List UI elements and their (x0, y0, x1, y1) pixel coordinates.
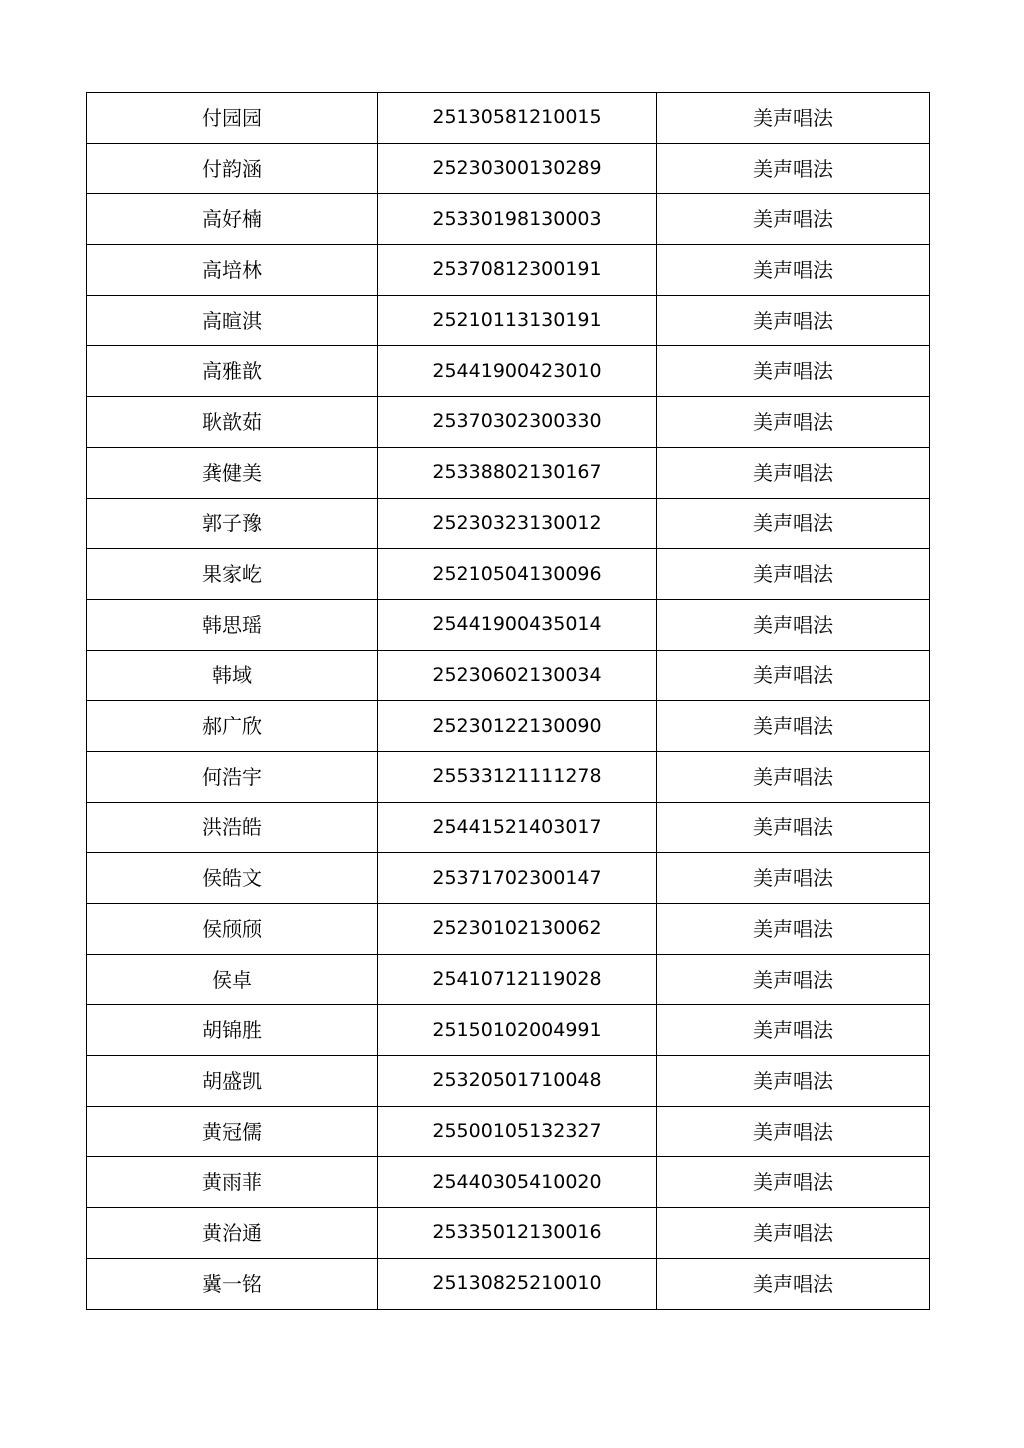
candidate-major: 美声唱法 (657, 194, 930, 245)
candidate-id: 25441900423010 (378, 346, 657, 397)
candidate-id: 25230102130062 (378, 904, 657, 955)
candidate-major: 美声唱法 (657, 954, 930, 1005)
candidate-id: 25150102004991 (378, 1005, 657, 1056)
table-row (87, 751, 930, 802)
candidate-id: 25210504130096 (378, 549, 657, 600)
candidate-name: 耿歆茹 (87, 397, 378, 448)
table-row (87, 1056, 930, 1107)
candidate-id: 25533121111278 (378, 751, 657, 802)
candidate-id: 25338802130167 (378, 447, 657, 498)
candidate-name: 龚健美 (87, 447, 378, 498)
table-row (87, 599, 930, 650)
table-row (87, 650, 930, 701)
candidate-id: 25320501710048 (378, 1056, 657, 1107)
candidate-major: 美声唱法 (657, 143, 930, 194)
candidate-name: 高好楠 (87, 194, 378, 245)
candidate-name: 高雅歆 (87, 346, 378, 397)
candidate-major: 美声唱法 (657, 245, 930, 296)
candidate-major: 美声唱法 (657, 1157, 930, 1208)
candidate-name: 郝广欣 (87, 701, 378, 752)
candidate-id: 25440305410020 (378, 1157, 657, 1208)
candidate-name: 何浩宇 (87, 751, 378, 802)
candidate-major: 美声唱法 (657, 549, 930, 600)
candidate-id: 25410712119028 (378, 954, 657, 1005)
candidate-id: 25130825210010 (378, 1258, 657, 1309)
candidate-name: 韩思瑶 (87, 599, 378, 650)
table-row (87, 143, 930, 194)
candidate-id: 25230300130289 (378, 143, 657, 194)
candidate-id: 25371702300147 (378, 853, 657, 904)
candidate-major: 美声唱法 (657, 650, 930, 701)
candidate-major: 美声唱法 (657, 1056, 930, 1107)
candidate-name: 郭子豫 (87, 498, 378, 549)
candidate-table-body (87, 93, 930, 1310)
candidate-major: 美声唱法 (657, 447, 930, 498)
candidate-major: 美声唱法 (657, 701, 930, 752)
candidate-id: 25441521403017 (378, 802, 657, 853)
candidate-major: 美声唱法 (657, 346, 930, 397)
candidate-major: 美声唱法 (657, 599, 930, 650)
candidate-name: 黄雨菲 (87, 1157, 378, 1208)
candidate-id: 25130581210015 (378, 93, 657, 144)
candidate-id: 25441900435014 (378, 599, 657, 650)
table-row (87, 245, 930, 296)
candidate-major: 美声唱法 (657, 1106, 930, 1157)
table-row (87, 853, 930, 904)
candidate-id: 25230323130012 (378, 498, 657, 549)
candidate-name: 胡盛凯 (87, 1056, 378, 1107)
candidate-name: 黄治通 (87, 1208, 378, 1259)
candidate-major: 美声唱法 (657, 498, 930, 549)
candidate-major: 美声唱法 (657, 1258, 930, 1309)
candidate-name: 高暄淇 (87, 295, 378, 346)
candidate-major: 美声唱法 (657, 751, 930, 802)
candidate-table (86, 92, 930, 1310)
candidate-major: 美声唱法 (657, 1208, 930, 1259)
candidate-name: 侯皓文 (87, 853, 378, 904)
table-row (87, 1208, 930, 1259)
candidate-id: 25370812300191 (378, 245, 657, 296)
candidate-id: 25230122130090 (378, 701, 657, 752)
table-row (87, 397, 930, 448)
table-row (87, 701, 930, 752)
candidate-id: 25335012130016 (378, 1208, 657, 1259)
candidate-name: 洪浩皓 (87, 802, 378, 853)
table-row (87, 194, 930, 245)
candidate-major: 美声唱法 (657, 295, 930, 346)
candidate-major: 美声唱法 (657, 853, 930, 904)
candidate-major: 美声唱法 (657, 397, 930, 448)
candidate-id: 25500105132327 (378, 1106, 657, 1157)
candidate-name: 高培林 (87, 245, 378, 296)
candidate-name: 黄冠儒 (87, 1106, 378, 1157)
candidate-name: 付韵涵 (87, 143, 378, 194)
table-row (87, 549, 930, 600)
candidate-id: 25370302300330 (378, 397, 657, 448)
table-row (87, 802, 930, 853)
candidate-major: 美声唱法 (657, 904, 930, 955)
candidate-name: 冀一铭 (87, 1258, 378, 1309)
table-row (87, 346, 930, 397)
table-row (87, 1106, 930, 1157)
candidate-major: 美声唱法 (657, 802, 930, 853)
candidate-name: 侯颀颀 (87, 904, 378, 955)
candidate-name: 侯卓 (87, 954, 378, 1005)
table-row (87, 1258, 930, 1309)
table-row (87, 447, 930, 498)
candidate-name: 韩域 (87, 650, 378, 701)
table-row (87, 498, 930, 549)
candidate-major: 美声唱法 (657, 1005, 930, 1056)
candidate-name: 胡锦胜 (87, 1005, 378, 1056)
candidate-major: 美声唱法 (657, 93, 930, 144)
table-row (87, 904, 930, 955)
table-row (87, 1005, 930, 1056)
candidate-id: 25210113130191 (378, 295, 657, 346)
candidate-name: 付园园 (87, 93, 378, 144)
table-row (87, 295, 930, 346)
candidate-name: 果家屹 (87, 549, 378, 600)
candidate-id: 25230602130034 (378, 650, 657, 701)
candidate-id: 25330198130003 (378, 194, 657, 245)
table-row (87, 1157, 930, 1208)
table-row (87, 954, 930, 1005)
table-row (87, 93, 930, 144)
